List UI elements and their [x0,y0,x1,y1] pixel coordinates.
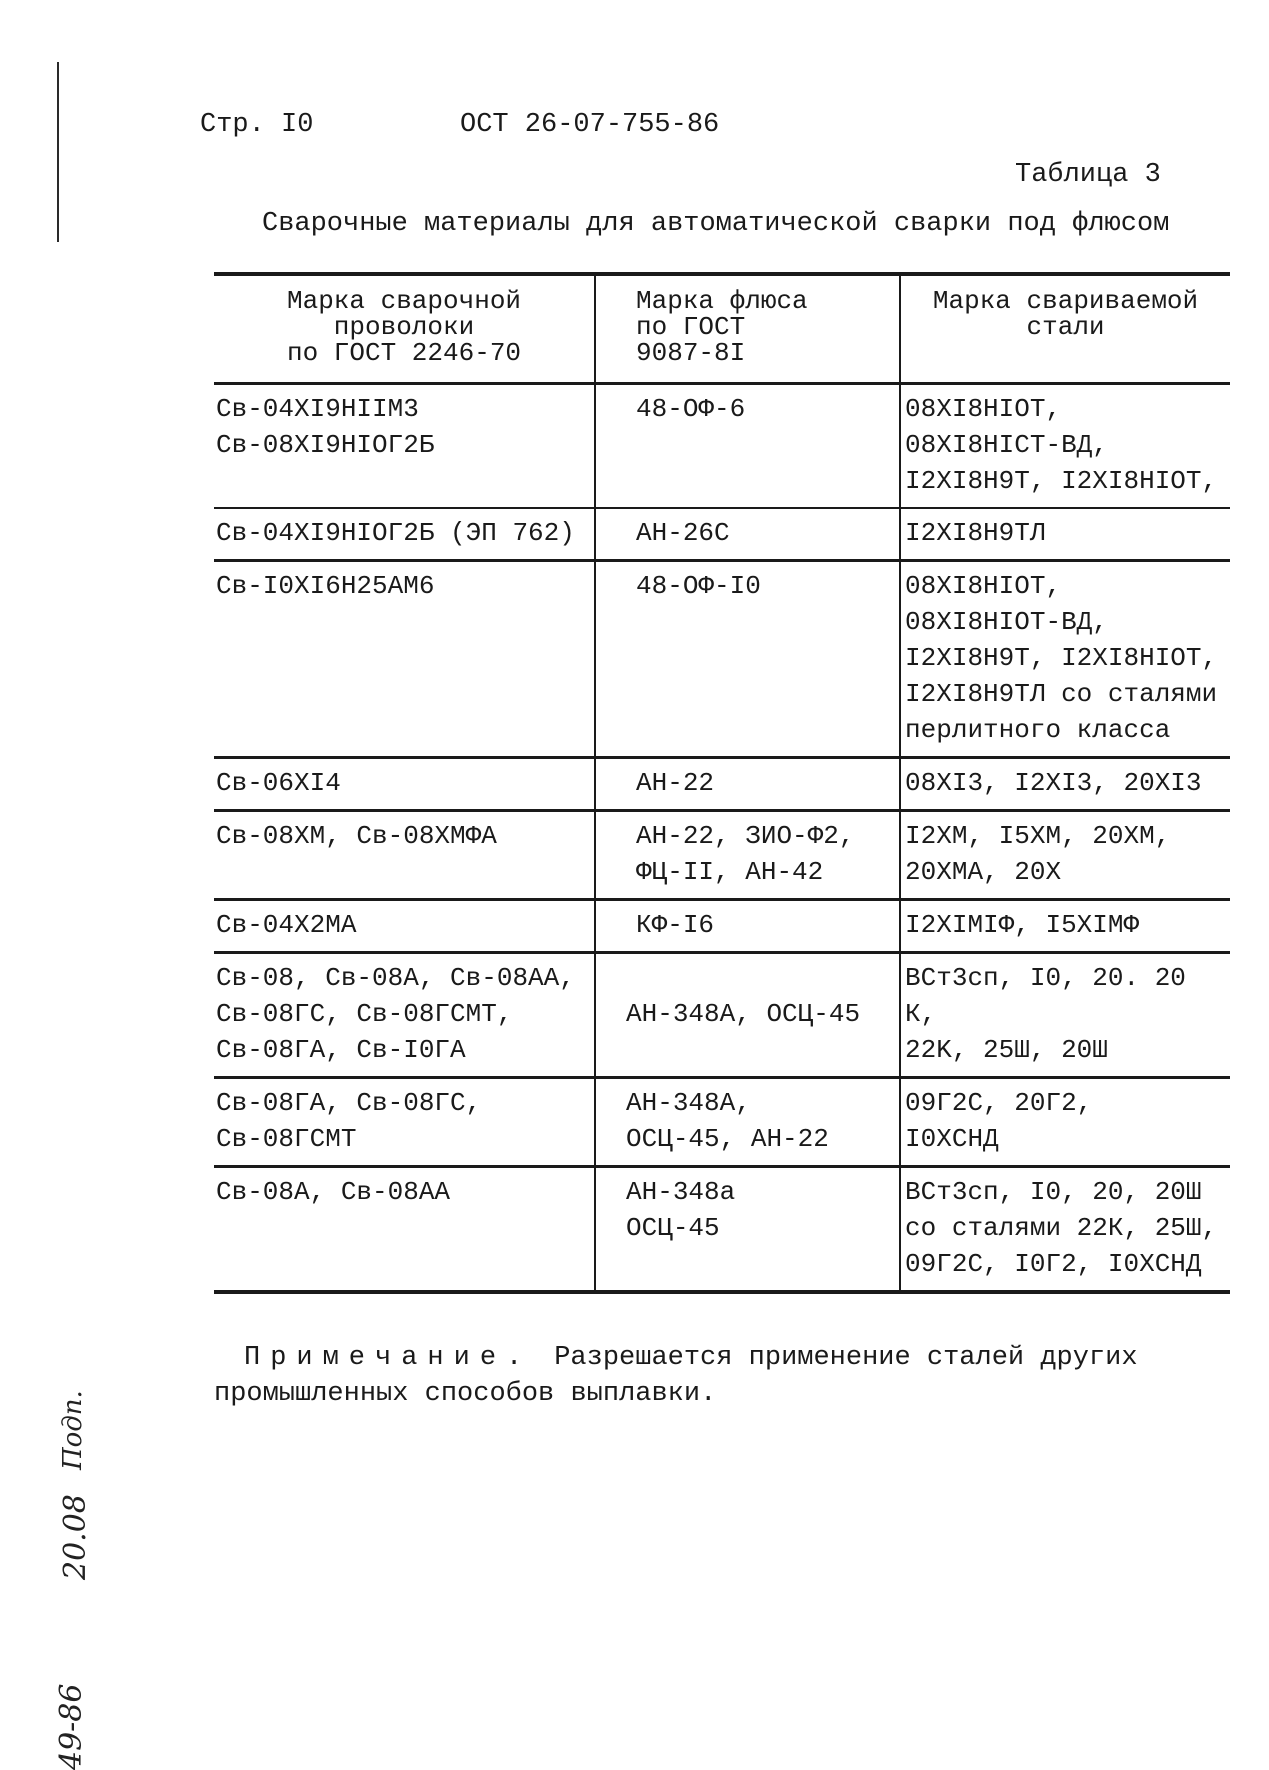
table-row [214,384,1230,509]
header-wire: Марка сварочной проволоки по ГОСТ 2246-70 [214,274,595,384]
table-row [214,900,1230,953]
cell-flux: АН-22 [595,758,900,811]
table-label: Таблица 3 [1015,160,1161,190]
table-title: Сварочные материалы для автоматической сварки под флюсом [262,209,1170,239]
cell-steel: 08XI8HIOT, 08XI8HIOT-ВД, I2XI8H9T, I2XI8HIOT, I2XI8H9ТЛ со сталями перлитного класса [900,561,1230,758]
margin-line [57,62,59,242]
cell-flux: 48-ОФ-I0 [595,561,900,758]
cell-wire: Св-08XM, Св-08XMФА [214,811,595,900]
header-steel: Марка свариваемой стали [900,274,1230,384]
table-row [214,561,1230,758]
table-row [214,758,1230,811]
note-block [214,1340,1174,1412]
cell-flux: АН-348А, ОСЦ-45 [595,953,900,1078]
handwritten-signature-label: Подп. [58,1390,88,1470]
cell-steel: 08XI8HIOT, 08XI8HICT-ВД, I2XI8H9T, I2XI8HIOT, [900,384,1230,509]
cell-steel: I2XIMIФ, I5XIMФ [900,900,1230,953]
cell-steel: ВСт3сп, I0, 20, 20Ш со сталями 22К, 25Ш, 09Г2С, I0Г2, I0XCHД [900,1167,1230,1293]
cell-steel: 09Г2С, 20Г2, I0XCHД [900,1078,1230,1167]
table-row [214,1078,1230,1167]
cell-wire: Св-08ГА, Св-08ГС, Св-08ГСМТ [214,1078,595,1167]
table-row [214,1167,1230,1293]
handwritten-number: 49-86 [54,1683,89,1770]
standard-code: ОСТ 26-07-755-86 [460,110,720,140]
cell-steel: 08XI3, I2XI3, 20XI3 [900,758,1230,811]
table-header-row [214,274,1230,384]
note-label: Примечание. [244,1343,533,1373]
page-number: Стр. I0 [200,110,314,140]
cell-flux: 48-ОФ-6 [595,384,900,509]
margin-handwriting [48,1380,118,1770]
table-row [214,811,1230,900]
cell-wire: Св-04XI9HIIM3 Св-08XI9HIOГ2Б [214,384,595,509]
cell-wire: Св-06XI4 [214,758,595,811]
cell-flux: АН-26С [595,508,900,561]
cell-wire: Св-I0XI6H25AM6 [214,561,595,758]
table-row [214,953,1230,1078]
note-text: Разрешается применение сталей других промышленных способов выплавки. [214,1343,1138,1409]
handwritten-date: 20.08 [58,1494,93,1580]
cell-wire: Св-08, Св-08А, Св-08АА, Св-08ГС, Св-08ГСМТ, Св-08ГА, Св-I0ГА [214,953,595,1078]
cell-steel: ВСт3сп, I0, 20. 20 К, 22K, 25Ш, 20Ш [900,953,1230,1078]
welding-materials-table [214,272,1230,1294]
cell-steel: I2XM, I5XM, 20XM, 20XMA, 20X [900,811,1230,900]
cell-flux: КФ-I6 [595,900,900,953]
cell-flux: АН-22, ЗИО-Ф2, ФЦ-II, АН-42 [595,811,900,900]
cell-flux: АН-348А, ОСЦ-45, АН-22 [595,1078,900,1167]
cell-steel: I2XI8H9ТЛ [900,508,1230,561]
cell-wire: Св-08А, Св-08АА [214,1167,595,1293]
cell-flux: АН-348а ОСЦ-45 [595,1167,900,1293]
cell-wire: Св-04XI9HIOГ2Б (ЭП 762) [214,508,595,561]
cell-wire: Св-04X2MA [214,900,595,953]
header-flux: Марка флюса по ГОСТ 9087-8I [595,274,900,384]
table-row [214,508,1230,561]
